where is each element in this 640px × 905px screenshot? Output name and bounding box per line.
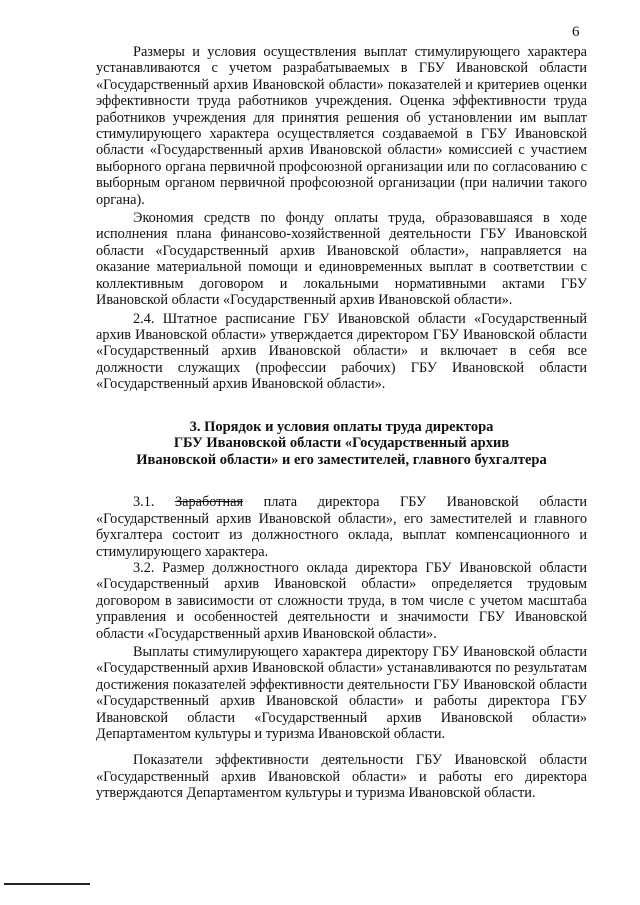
paragraph-performance-indicators: Показатели эффективности деятельности ГБУ Ивановской области «Государственный архив Ивановской области» и работы его директора утверждаются Департаментом культуры и туризма Ивановской области. bbox=[96, 752, 587, 802]
section-3-heading-line-3: Ивановской области» и его заместителей, главного бухгалтера bbox=[136, 451, 547, 468]
paragraph-3-1-number: 3.1. bbox=[133, 494, 155, 511]
paragraph-payroll-savings: Экономия средств по фонду оплаты труда, образовавшаяся в ходе исполнения плана финансово-хозяйственной деятельности ГБУ Ивановской области «Государственный архив Ивановской области», направляется на оказание материальной помощи и единовременных выплат в соответствии с коллективным договором и локальными нормативными актами ГБУ Ивановской области «Государственный архив Ивановской области». bbox=[96, 210, 587, 309]
page-number: 6 bbox=[572, 24, 580, 40]
paragraph-2-4-staffing: 2.4. Штатное расписание ГБУ Ивановской области «Государственный архив Ивановской области» утверждается директором ГБУ Ивановской области «Государственный архив Ивановской области» и включает в себя все должности служащих (профессии рабочих) ГБУ Ивановской области «Государственный архив Ивановской области». bbox=[96, 310, 587, 393]
struck-word: Заработная bbox=[174, 494, 244, 511]
paragraph-3-1-salary bbox=[96, 494, 587, 560]
page-content bbox=[96, 44, 587, 802]
footer-divider bbox=[4, 883, 90, 885]
paragraph-3-2-base-salary: 3.2. Размер должностного оклада директора ГБУ Ивановской области «Государственный архив Ивановской области» определяется трудовым договором в зависимости от сложности труда, в том числе с учетом масштаба управления и особенностей деятельности и значимости ГБУ Ивановской области «Государственный архив Ивановской области». bbox=[96, 559, 587, 642]
paragraph-director-bonuses: Выплаты стимулирующего характера директору ГБУ Ивановской области «Государственный архив Ивановской области» устанавливаются по результатам достижения показателей эффективности деятельности ГБУ Ивановской области «Государственный архив Ивановской области» и работы директора ГБУ Ивановской области «Государственный архив Ивановской области» Департаментом культуры и туризма Ивановской области. bbox=[96, 643, 587, 742]
paragraph-3-1-text: плата директора ГБУ Ивановской области «Государственный архив Ивановской области», его заместителей и главного бухгалтера состоит из должностного оклада, выплат компенсационного и стимулирующего характера. bbox=[96, 494, 588, 560]
paragraph-stimulating-payments: Размеры и условия осуществления выплат стимулирующего характера устанавливаются с учетом разрабатываемых в ГБУ Ивановской области «Государственный архив Ивановской области» показателей и критериев оценки эффективности труда работников учреждения. Оценка эффективности труда работников учреждения для принятия решения об установлении им выплат стимулирующего характера осуществляется создаваемой в ГБУ Ивановской области «Государственный архив Ивановской области» комиссией с участием выборного органа первичной профсоюзной организации или по согласованию с выборным органом первичной профсоюзной организации (при наличии такого органа). bbox=[96, 44, 587, 208]
section-3-heading-line-1: 3. Порядок и условия оплаты труда директора bbox=[189, 418, 494, 435]
section-3-heading bbox=[96, 419, 587, 469]
section-3-heading-line-2: ГБУ Ивановской области «Государственный архив bbox=[173, 435, 510, 452]
